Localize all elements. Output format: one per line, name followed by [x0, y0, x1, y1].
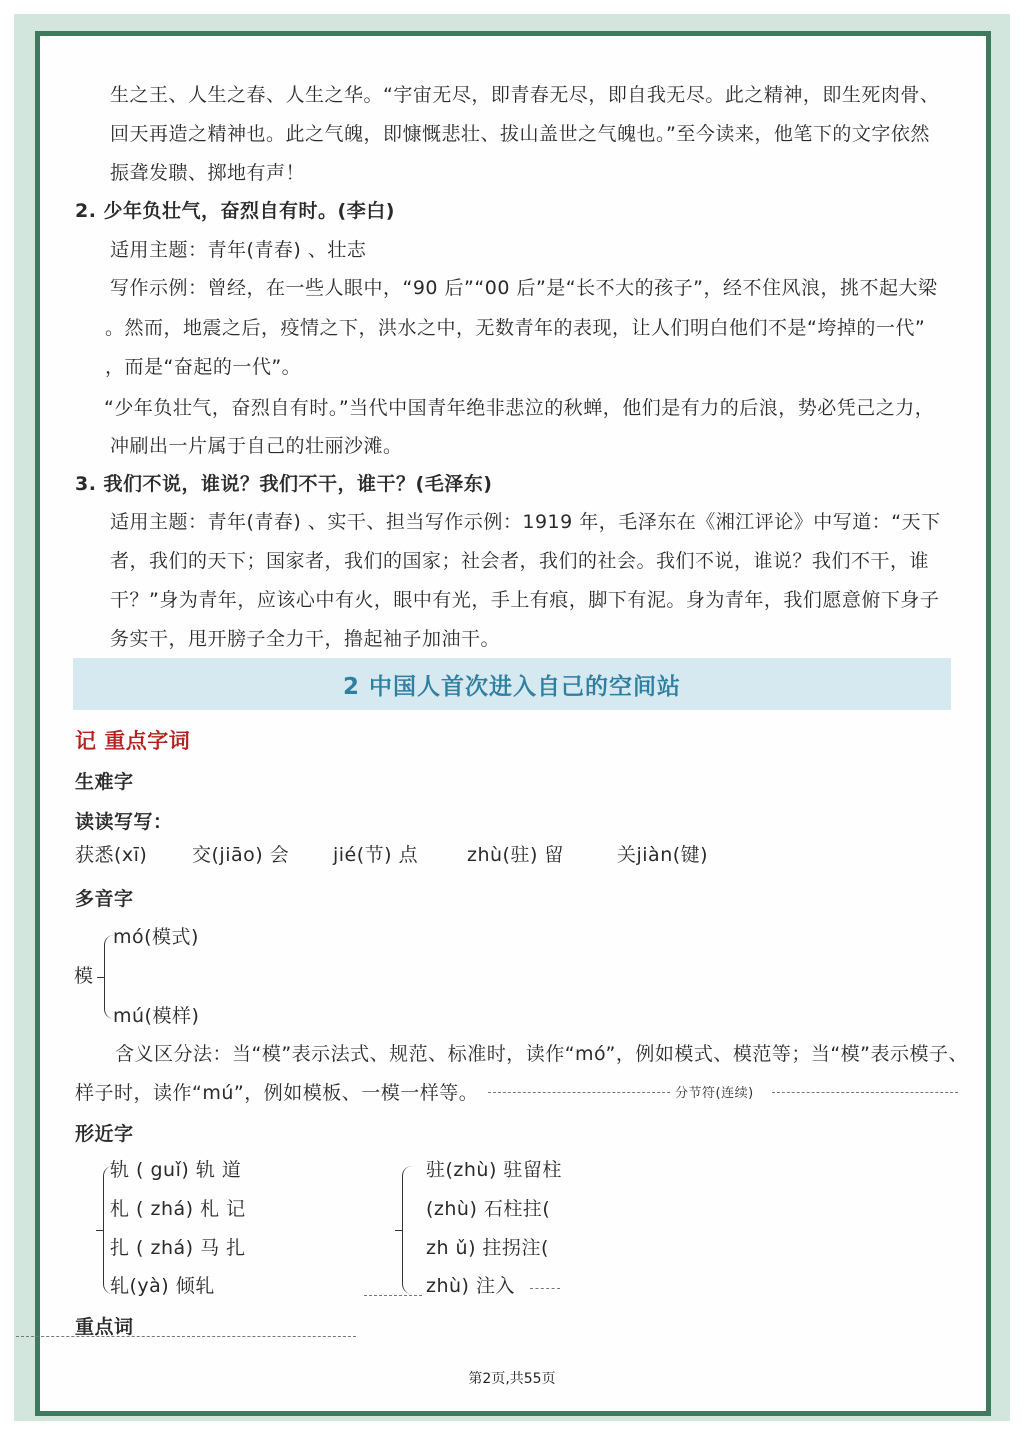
section-break-label: 分节符(连续) [675, 1086, 754, 1101]
item2-quote-1: “少年负壮气，奋烈自有时。”当代中国青年绝非悲泣的秋蝉，他们是有力的后浪，势必凭己之力， [104, 397, 935, 419]
intro-line-1: 生之王、人生之春、人生之华。“宇宙无尽，即青春无尽，即自我无尽。此之精神，即生死肉骨、 [110, 84, 940, 106]
mo-reading-top: mó(模式) [113, 926, 199, 948]
heading-duoyin: 多音字 [75, 888, 134, 910]
right-group-item: 驻(zhù) 驻留柱 [426, 1159, 562, 1181]
section-break-line-left [488, 1092, 670, 1093]
dudu-item: 交(jiāo) 会 [192, 844, 290, 866]
section-break-line-right [772, 1092, 958, 1093]
item3-title: 3. 我们不说，谁说？我们不干，谁干？(毛泽东) [75, 473, 493, 495]
lesson-title: 2 中国人首次进入自己的空间站 [342, 673, 681, 700]
right-group-item: zhù) 注入 [426, 1275, 516, 1297]
item2-title: 2. 少年负壮气，奋烈自有时。(李白) [75, 200, 395, 222]
page-number: 第2页,共55页 [468, 1371, 556, 1387]
item2-example-1: 写作示例：曾经，在一些人眼中，“90 后”“00 后”是“长不大的孩子”，经不住风浪，挑不起大梁 [110, 277, 938, 299]
heading-zhongdian: 重点词 [75, 1316, 134, 1338]
heading-dudu: 读读写写： [75, 811, 173, 833]
item2-theme: 适用主题：青年(青春) 、壮志 [110, 239, 367, 261]
mo-char: 模 [74, 965, 94, 987]
heading-xingjin: 形近字 [75, 1123, 134, 1145]
section-title: 记 重点字词 [75, 729, 191, 753]
item2-example-3: ，而是“奋起的一代”。 [105, 356, 302, 378]
left-group-item: 扎 ( zhá) 马 扎 [110, 1237, 246, 1259]
right-group-brace [402, 1166, 413, 1294]
item3-line-1: 适用主题：青年(青春) 、实干、担当写作示例：1919 年，毛泽东在《湘江评论》中写道：“天下 [110, 511, 941, 533]
dudu-item: jié(节) 点 [333, 844, 419, 866]
mo-explain-1: 含义区分法：当“模”表示法式、规范、标准时，读作“mó”，例如模式、模范等；当“模”表示模子、 [115, 1043, 969, 1065]
group-dash-left [364, 1295, 422, 1296]
item3-line-2: 者，我们的天下；国家者，我们的国家；社会者，我们的社会。我们不说，谁说？我们不干，谁 [110, 550, 930, 572]
item3-line-3: 干？”身为青年，应该心中有火，眼中有光，手上有痕，脚下有泥。身为青年，我们愿意俯下身子 [110, 589, 940, 611]
dudu-item: zhù(驻) 留 [467, 844, 564, 866]
mo-explain-2: 样子时，读作“mú”，例如模板、一模一样等。 [75, 1082, 479, 1104]
right-group-item: zh ǔ) 拄拐注( [426, 1237, 549, 1259]
group-dash-right [530, 1288, 560, 1289]
dudu-item: 关jiàn(键) [617, 844, 709, 866]
item2-example-2: 。然而，地震之后，疫情之下，洪水之中，无数青年的表现，让人们明白他们不是“垮掉的一代” [105, 317, 926, 339]
left-group-item: 轨 ( guǐ) 轨 道 [110, 1159, 242, 1181]
page-break-line [16, 1336, 356, 1337]
intro-line-2: 回天再造之精神也。此之气魄，即慷慨悲壮、拔山盖世之气魄也。”至今读来，他笔下的文字依然 [110, 123, 930, 145]
item3-line-4: 务实干，甩开膀子全力干，撸起袖子加油干。 [110, 628, 501, 650]
lesson-banner [73, 658, 951, 710]
mo-reading-bottom: mú(模样) [113, 1005, 200, 1027]
heading-shengnan: 生难字 [75, 771, 134, 793]
right-group-item: (zhù) 石柱拄( [426, 1198, 551, 1220]
item2-quote-2: 冲刷出一片属于自己的壮丽沙滩。 [110, 435, 403, 457]
left-group-item: 轧(yà) 倾轧 [110, 1275, 215, 1297]
left-group-item: 札 ( zhá) 札 记 [110, 1198, 246, 1220]
dudu-item: 获悉(xī) [75, 844, 148, 866]
intro-line-3: 振聋发聩、掷地有声！ [110, 162, 306, 184]
